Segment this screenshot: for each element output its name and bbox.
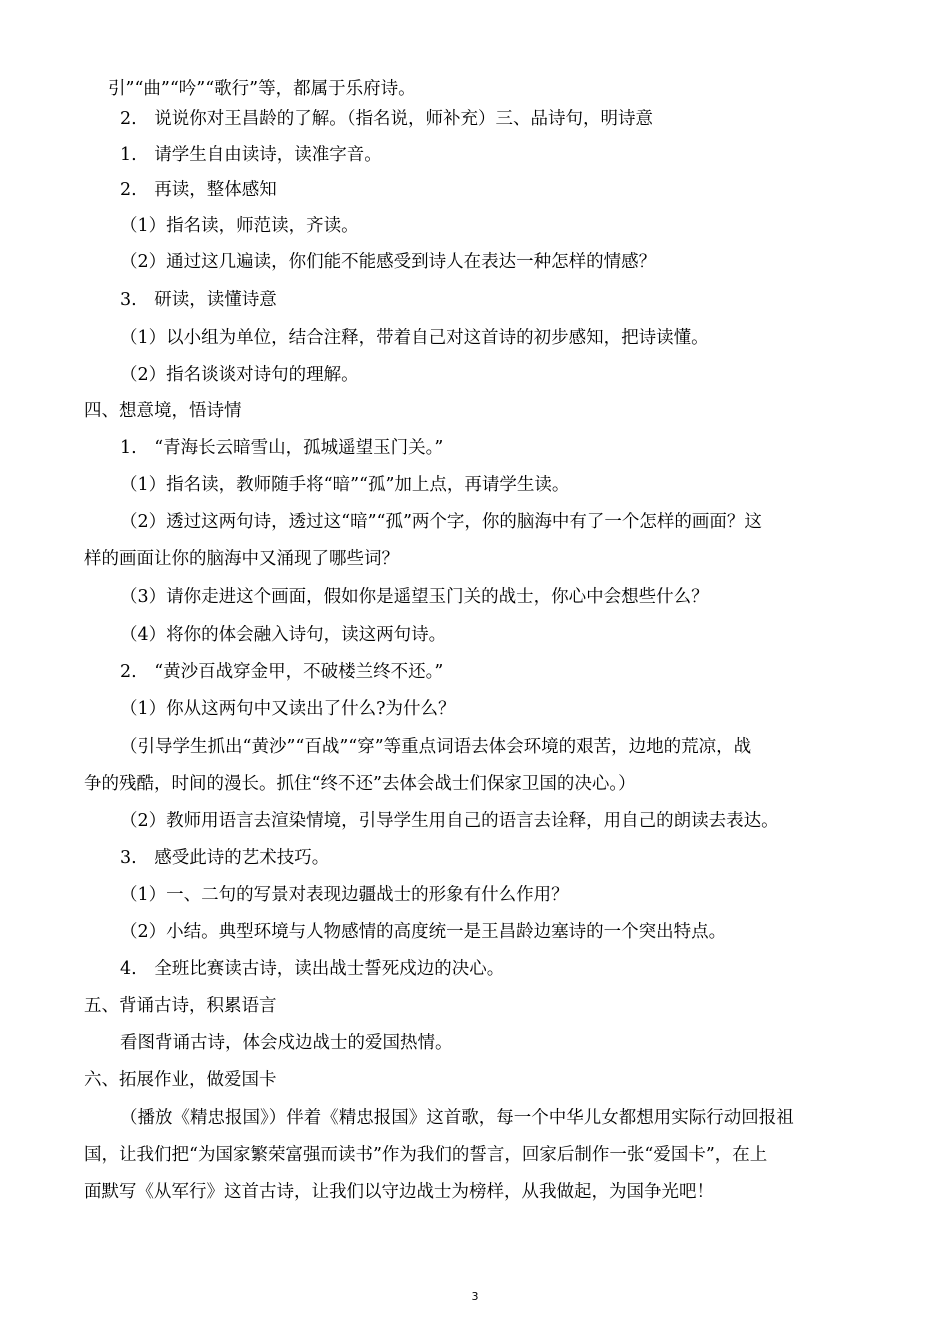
text-line: （4）将你的体会融入诗句，读这两句诗。 bbox=[120, 625, 447, 645]
text-line: （1）指名读，师范读，齐读。 bbox=[120, 216, 359, 236]
text-line: （1）以小组为单位，结合注释，带着自己对这首诗的初步感知，把诗读懂。 bbox=[120, 328, 709, 348]
text-line: 3. 感受此诗的艺术技巧。 bbox=[120, 848, 330, 868]
text-line: 争的残酷，时间的漫长。抓住“终不还”去体会战士们保家卫国的决心。） bbox=[84, 774, 636, 794]
text-line: 2. “黄沙百战穿金甲，不破楼兰终不还。” bbox=[120, 662, 444, 682]
text-line: 1. 请学生自由读诗，读准字音。 bbox=[120, 145, 382, 165]
text-line: 4. 全班比赛读古诗，读出战士誓死戍边的决心。 bbox=[120, 959, 505, 979]
text-line: 面默写《从军行》这首古诗，让我们以守边战士为榜样，从我做起，为国争光吧！ bbox=[84, 1182, 714, 1202]
text-line: 样的画面让你的脑海中又涌现了哪些词？ bbox=[84, 549, 399, 569]
text-line: （1）一、二句的写景对表现边疆战士的形象有什么作用？ bbox=[120, 885, 569, 905]
text-line: （2）通过这几遍读，你们能不能感受到诗人在表达一种怎样的情感？ bbox=[120, 252, 657, 272]
section-heading: 五、背诵古诗，积累语言 bbox=[84, 996, 277, 1016]
text-line: 1. “青海长云暗雪山，孤城遥望玉门关。” bbox=[120, 438, 444, 458]
text-line: （1）指名读，教师随手将“暗”“孤”加上点，再请学生读。 bbox=[120, 475, 570, 495]
text-line: 3. 研读，读懂诗意 bbox=[120, 290, 277, 310]
text-line: 2. 说说你对王昌龄的了解。（指名说，师补充）三、品诗句，明诗意 bbox=[120, 109, 653, 129]
text-line: 看图背诵古诗，体会戍边战士的爱国热情。 bbox=[120, 1033, 453, 1053]
text-line: 国，让我们把“为国家繁荣富强而读书”作为我们的誓言，回家后制作一张“爱国卡”，在上 bbox=[84, 1145, 768, 1165]
section-heading: 六、拓展作业，做爱国卡 bbox=[84, 1070, 277, 1090]
text-line: （2）指名谈谈对诗句的理解。 bbox=[120, 365, 359, 385]
text-line: 2. 再读，整体感知 bbox=[120, 180, 277, 200]
text-line: （2）透过这两句诗，透过这“暗”“孤”两个字，你的脑海中有了一个怎样的画面？这 bbox=[120, 512, 762, 532]
text-line: （引导学生抓出“黄沙”“百战”“穿”等重点词语去体会环境的艰苦，边地的荒凉，战 bbox=[120, 737, 752, 757]
text-line: （播放《精忠报国》）伴着《精忠报国》这首歌，每一个中华儿女都想用实际行动回报祖 bbox=[120, 1108, 794, 1128]
text-line: （2）小结。典型环境与人物感情的高度统一是王昌龄边塞诗的一个突出特点。 bbox=[120, 922, 727, 942]
section-heading: 四、想意境，悟诗情 bbox=[84, 401, 242, 421]
text-line: 引”“曲”“吟”“歌行”等，都属于乐府诗。 bbox=[108, 79, 416, 99]
text-line: （2）教师用语言去渲染情境，引导学生用自己的语言去诠释，用自己的朗读去表达。 bbox=[120, 811, 779, 831]
page-number: 3 bbox=[471, 1290, 479, 1303]
text-line: （1）你从这两句中又读出了什么?为什么？ bbox=[120, 699, 456, 719]
text-line: （3）请你走进这个画面，假如你是遥望玉门关的战士，你心中会想些什么？ bbox=[120, 587, 709, 607]
